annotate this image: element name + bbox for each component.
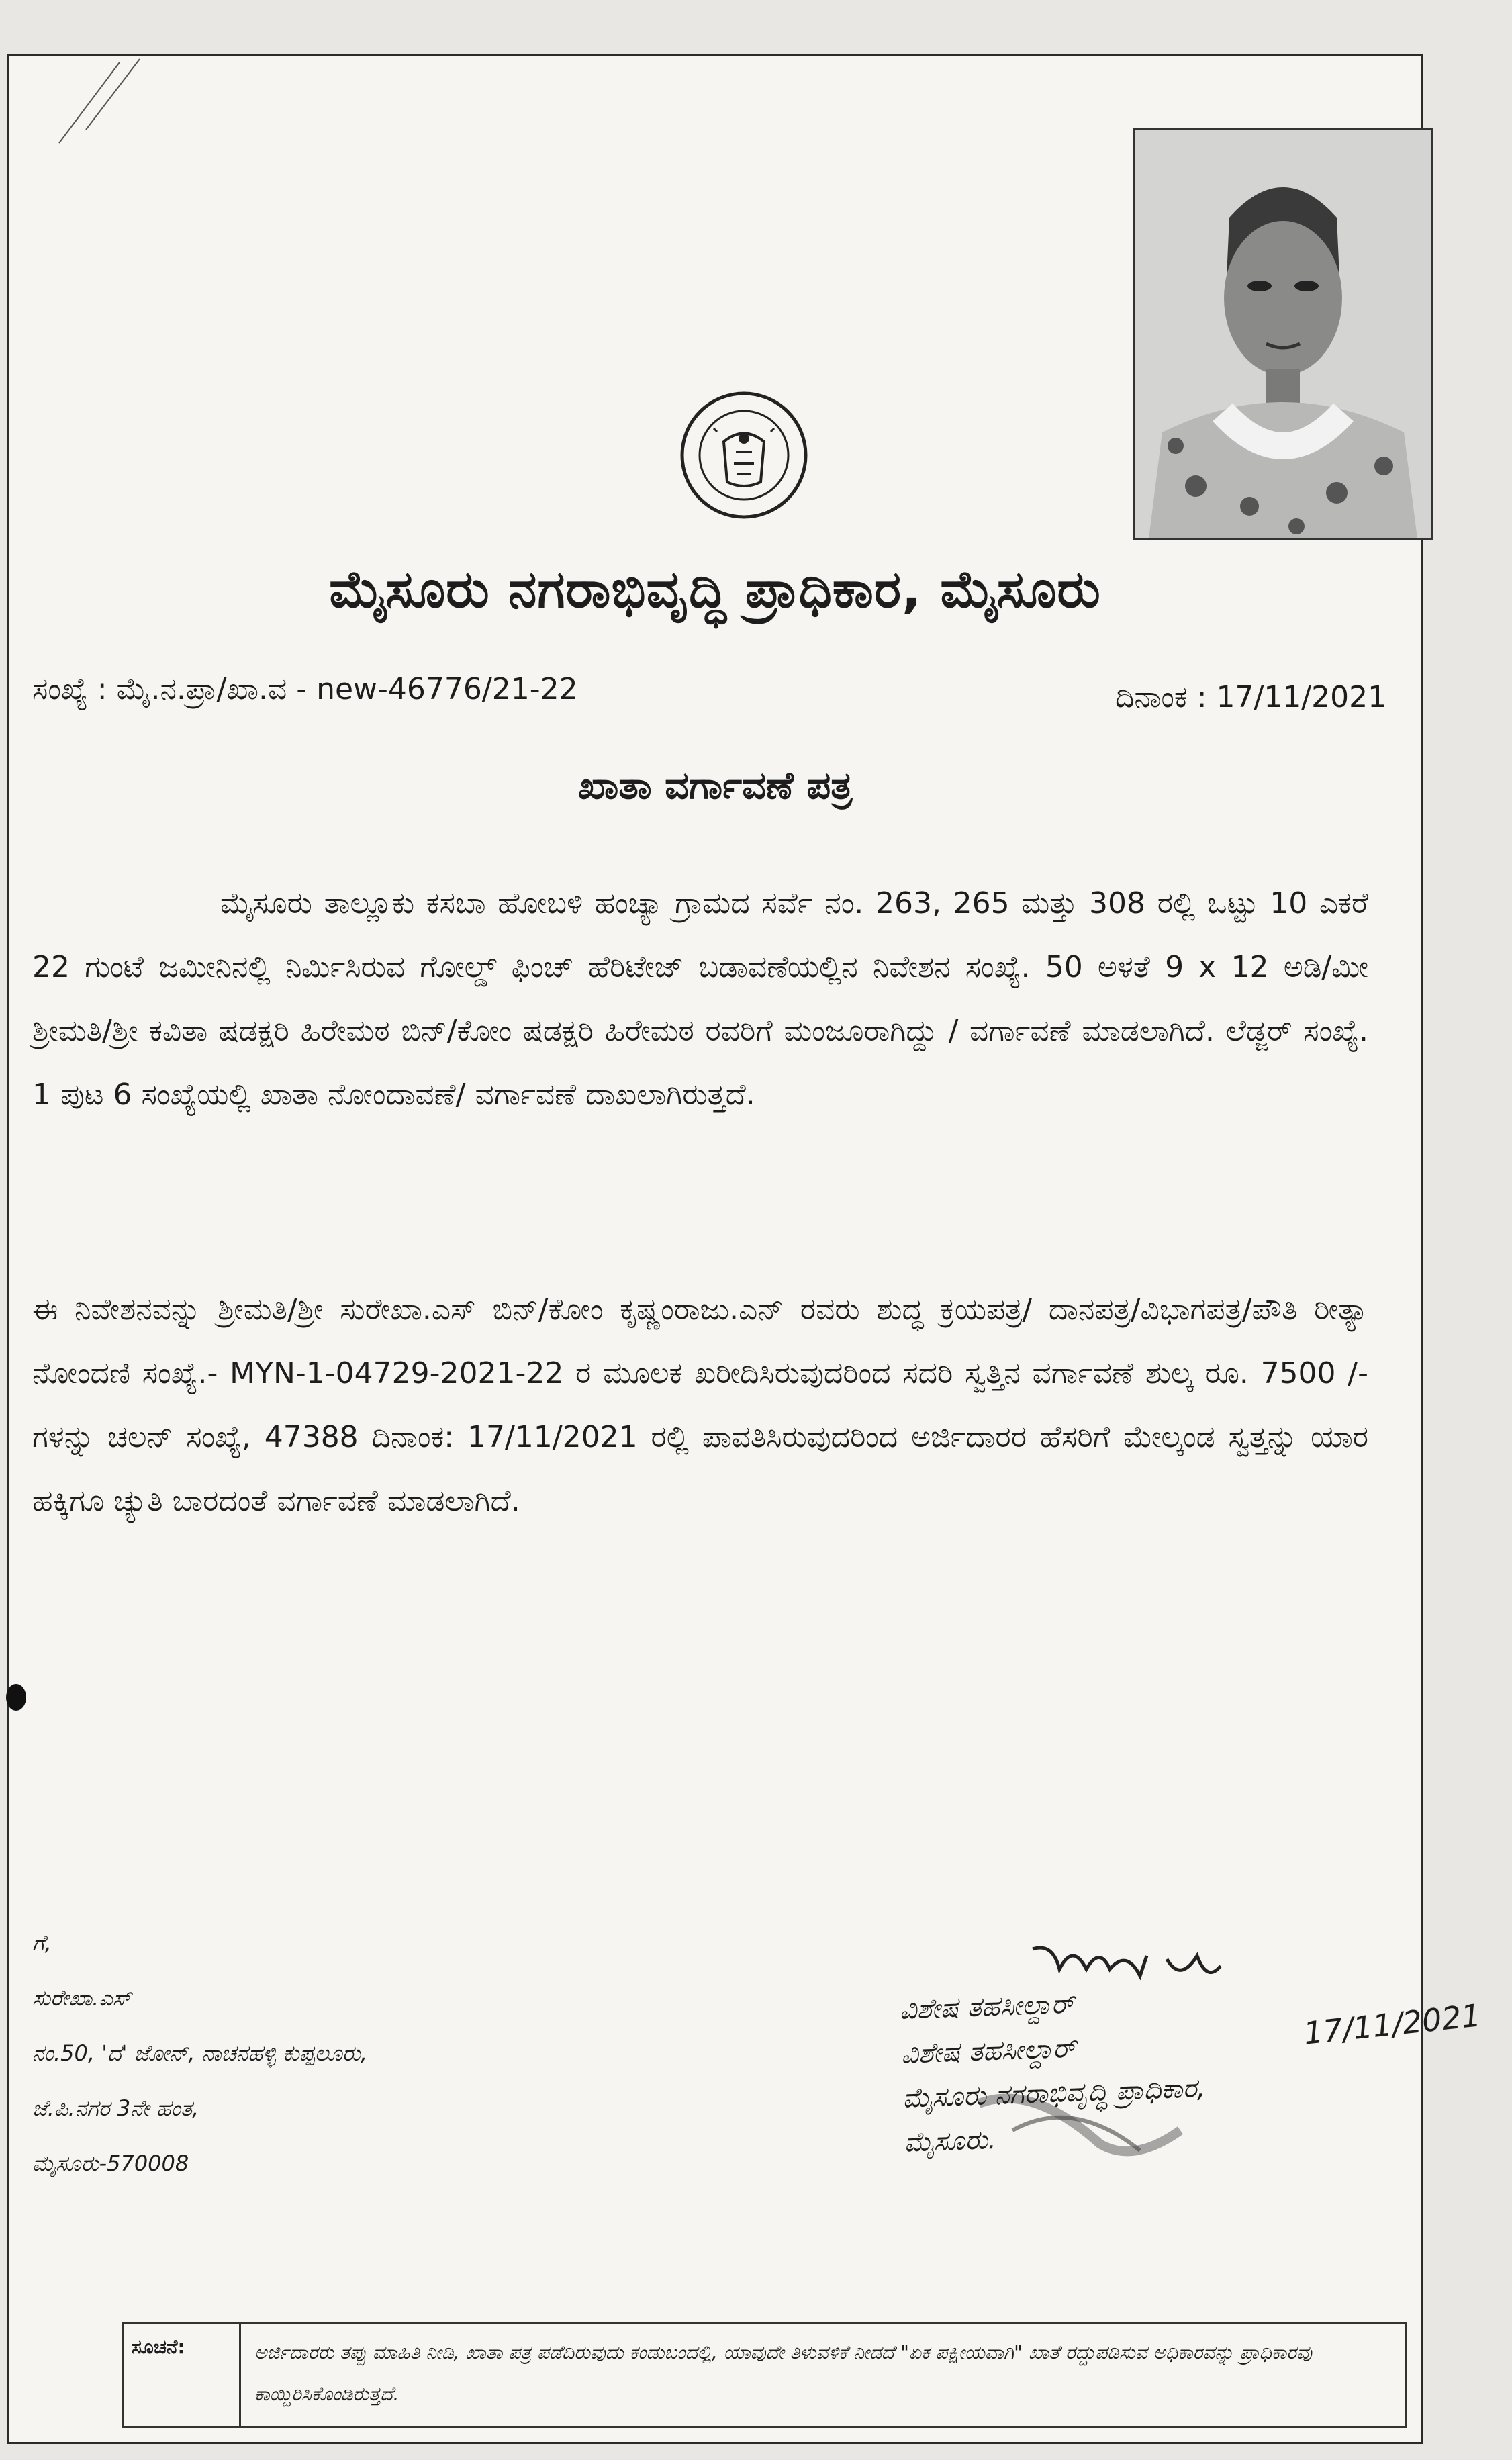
signatory-block [899, 1977, 1208, 2165]
notice-label: ಸೂಚನೆ: [124, 2324, 241, 2426]
signatory-office: ಮೈಸೂರು ನಗರಾಭಿವೃದ್ಧಿ ಪ್ರಾಧಿಕಾರ, [902, 2073, 1207, 2114]
recipient-line: ಸುರೇಖಾ.ಎಸ್ [32, 1985, 132, 2011]
reference-number: ಸಂಖ್ಯೆ : ಮೈ.ನ.ಪ್ರಾ/ಖಾ.ವ - new-46776/21-22 [32, 672, 578, 706]
document-subheading: ಖಾತಾ ವರ್ಗಾವಣೆ ಪತ್ರ [577, 764, 853, 808]
issue-date: ದಿನಾಂಕ : 17/11/2021 [1115, 680, 1387, 714]
pencil-mark-icon [5, 56, 167, 190]
signature-date: 17/11/2021 [1301, 1997, 1483, 2052]
authority-seal-icon [677, 388, 811, 522]
applicant-photo [1133, 128, 1433, 540]
body-paragraph-2: ಈ ನಿವೇಶನವನ್ನು ಶ್ರೀಮತಿ/ಶ್ರೀ ಸುರೇಖಾ.ಎಸ್ ಬಿನ್/ಕೋಂ ಕೃಷ್ಣಂರಾಜು.ಎನ್ ರವರು ಶುದ್ಧ ಕ್ರಯಪತ್ರ/ ದಾನಪತ್ರ/ವಿಭಾಗಪತ್ರ/ಪೌತಿ ರೀತ್ಯಾ ನೋಂದಣಿ ಸಂಖ್ಯೆ.- MYN-1-04729-2021-22 ರ ಮೂಲಕ ಖರೀದಿಸಿರುವುದರಿಂದ ಸದರಿ ಸ್ವತ್ತಿನ ವರ್ಗಾವಣೆ ಶುಲ್ಕ ರೂ. 7500 /- ಗಳನ್ನು ಚಲನ್ ಸಂಖ್ಯೆ, 47388 ದಿನಾಂಕ: 17/11/2021 ರಲ್ಲಿ ಪಾವತಿಸಿರುವುದರಿಂದ ಅರ್ಜಿದಾರರ ಹೆಸರಿಗೆ ಮೇಲ್ಕಂಡ ಸ್ವತ್ತನ್ನು ಯಾರ ಹಕ್ಕಿಗೂ ಚ್ಯುತಿ ಬಾರದಂತೆ ವರ್ಗಾವಣೆ ಮಾಡಲಾಗಿದೆ. [32, 1292, 1368, 1518]
recipient-line: ಗೆ, [32, 1930, 52, 1956]
document-page [7, 54, 1483, 2444]
body-paragraph-1: ಮೈಸೂರು ತಾಲ್ಲೂಕು ಕಸಬಾ ಹೋಬಳಿ ಹಂಚ್ಯಾ ಗ್ರಾಮದ ಸರ್ವೆ ನಂ. 263, 265 ಮತ್ತು 308 ರಲ್ಲಿ ಒಟ್ಟು 10 ಎಕರೆ 22 ಗುಂಟೆ ಜಮೀನಿನಲ್ಲಿ ನಿರ್ಮಿಸಿರುವ ಗೋಲ್ಡ್ ಫಿಂಚ್ ಹೆರಿಟೇಜ್ ಬಡಾವಣೆಯಲ್ಲಿನ ನಿವೇಶನ ಸಂಖ್ಯೆ. 50 ಅಳತೆ 9 x 12 ಅಡಿ/ಮೀ ಶ್ರೀಮತಿ/ಶ್ರೀ ಕವಿತಾ ಷಡಕ್ಷರಿ ಹಿರೇಮಠ ಬಿನ್/ಕೋಂ ಷಡಕ್ಷರಿ ಹಿರೇಮಠ ರವರಿಗೆ ಮಂಜೂರಾಗಿದ್ದು / ವರ್ಗಾವಣೆ ಮಾಡಲಾಗಿದೆ. ಲೆಡ್ಜರ್ ಸಂಖ್ಯೆ. 1 ಪುಟ 6 ಸಂಖ್ಯೆಯಲ್ಲಿ ಖಾತಾ ನೋಂದಾವಣೆ/ ವರ್ಗಾವಣೆ ದಾಖಲಾಗಿರುತ್ತದೆ. [32, 886, 1368, 1112]
applicant-photo-icon [1135, 130, 1431, 538]
signatory-title-stamp: ವಿಶೇಷ ತಹಸೀಲ್ದಾರ್ [900, 2032, 1076, 2070]
punch-hole-mark [6, 1684, 26, 1711]
notice-text: ಅರ್ಜಿದಾರರು ತಪ್ಪು ಮಾಹಿತಿ ನೀಡಿ, ಖಾತಾ ಪತ್ರ ಪಡೆದಿರುವುದು ಕಂಡುಬಂದಲ್ಲಿ, ಯಾವುದೇ ತಿಳುವಳಿಕೆ ನೀಡದೆ "ಏಕ ಪಕ್ಷೀಯವಾಗಿ" ಖಾತೆ ರದ್ದುಪಡಿಸುವ ಅಧಿಕಾರವನ್ನು ಪ್ರಾಧಿಕಾರವು ಕಾಯ್ದಿರಿಸಿಕೊಂಡಿರುತ್ತದೆ. [254, 2341, 1312, 2405]
recipient-line: ಜೆ.ಪಿ.ನಗರ 3ನೇ ಹಂತ, [32, 2095, 199, 2121]
recipient-line: ಮೈಸೂರು-570008 [32, 2150, 189, 2176]
notice-box [122, 2322, 1407, 2428]
authority-title: ಮೈಸೂರು ನಗರಾಭಿವೃದ್ಧಿ ಪ್ರಾಧಿಕಾರ, ಮೈಸೂರು [329, 559, 1101, 619]
recipient-line: ನಂ.50, 'ದ' ಜೋನ್, ನಾಚನಹಳ್ಳಿ ಕುಪ್ಪಲೂರು, [32, 2040, 368, 2066]
signatory-city: ಮೈಸೂರು. [903, 2124, 997, 2159]
signatory-title: ವಿಶೇಷ ತಹಸೀಲ್ದಾರ್ [898, 1988, 1075, 2026]
recipient-address [32, 1915, 367, 2191]
